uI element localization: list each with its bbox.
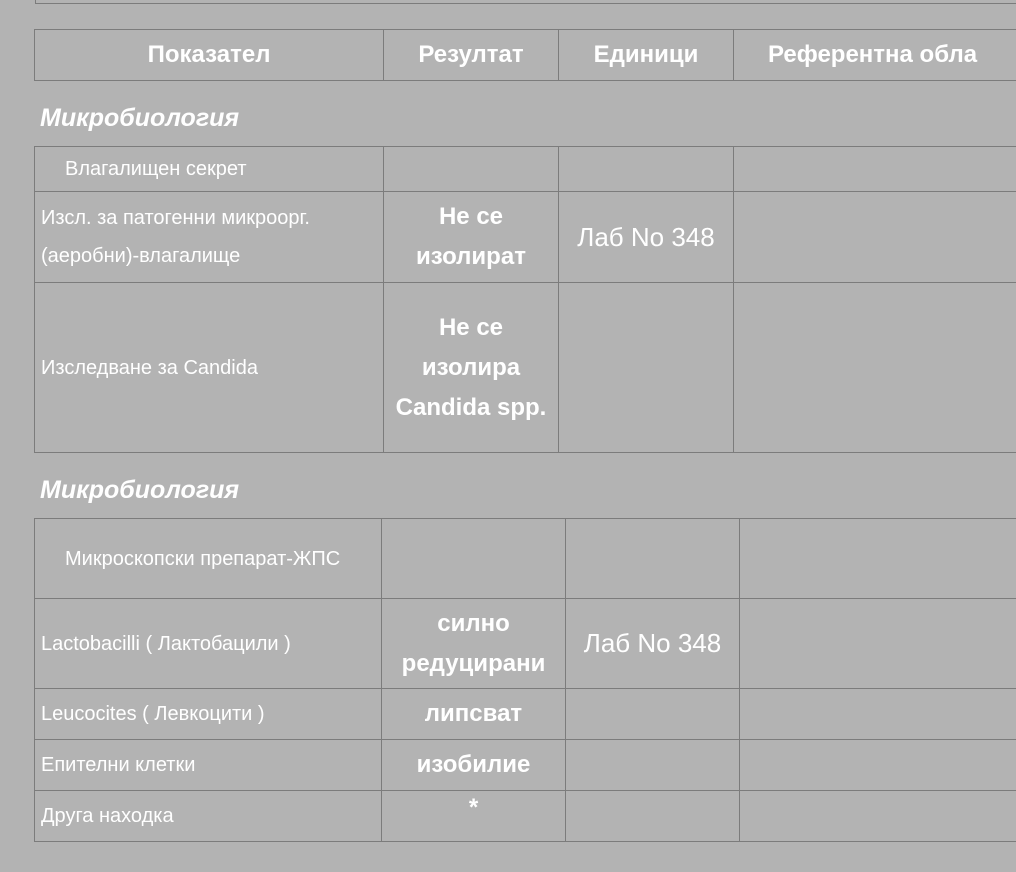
results-header-table (34, 29, 1016, 81)
row-result: силно редуцирани (382, 599, 566, 689)
header-units: Единици (559, 30, 734, 81)
row-name: Leucocites ( Левкоцити ) (35, 689, 382, 740)
row-name: Микроскопски препарат-ЖПС (35, 519, 382, 599)
row-result: липсват (382, 689, 566, 740)
previous-table-bottom-border (35, 0, 1016, 4)
table-row (35, 740, 1016, 791)
header-reference: Референтна обла (734, 30, 1016, 81)
row-name: Lactobacilli ( Лактобацили ) (35, 599, 382, 689)
row-units (566, 519, 740, 599)
row-reference (734, 283, 1016, 453)
section-title-microbiology-2: Микробиология (40, 476, 240, 504)
row-units (566, 791, 740, 842)
row-name: Друга находка (35, 791, 382, 842)
row-units: Лаб No 348 (559, 192, 734, 283)
header-result: Резултат (384, 30, 559, 81)
row-result (382, 519, 566, 599)
row-reference (740, 689, 1016, 740)
row-reference (740, 791, 1016, 842)
table-row (35, 791, 1016, 842)
row-units: Лаб No 348 (566, 599, 740, 689)
row-name: Изследване за Candida (35, 283, 384, 453)
row-name: Изсл. за патогенни микроорг. (аеробни)-влагалище (35, 192, 384, 283)
row-result (384, 147, 559, 192)
table-row (35, 689, 1016, 740)
row-name: Влагалищен секрет (35, 147, 384, 192)
row-units (559, 147, 734, 192)
table-row (35, 599, 1016, 689)
row-result: * (382, 791, 566, 842)
row-reference (734, 192, 1016, 283)
row-reference (740, 519, 1016, 599)
row-result: Не се изолира Candida spp. (384, 283, 559, 453)
microbiology-table-2 (34, 518, 1016, 842)
row-reference (740, 740, 1016, 791)
microbiology-table-1 (34, 146, 1016, 453)
table-row (35, 283, 1016, 453)
header-row (35, 30, 1016, 81)
table-row (35, 519, 1016, 599)
row-result: изобилие (382, 740, 566, 791)
section-title-microbiology-1: Микробиология (40, 104, 240, 132)
row-units (566, 740, 740, 791)
table-row (35, 147, 1016, 192)
row-units (566, 689, 740, 740)
row-name: Епителни клетки (35, 740, 382, 791)
table-row (35, 192, 1016, 283)
header-indicator: Показател (35, 30, 384, 81)
row-reference (734, 147, 1016, 192)
row-units (559, 283, 734, 453)
row-reference (740, 599, 1016, 689)
row-result: Не се изолират (384, 192, 559, 283)
